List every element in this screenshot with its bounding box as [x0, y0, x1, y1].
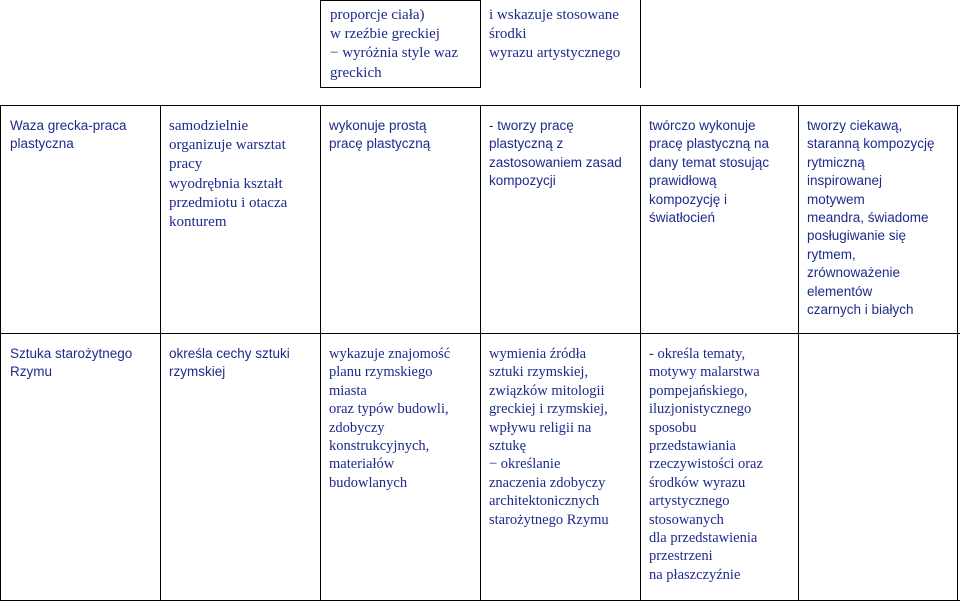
table-top-border-upper — [320, 0, 481, 1]
cell-line: sztukę — [489, 438, 527, 455]
upper-col-border-left — [320, 0, 321, 88]
cell-line: pompejańskiego, — [649, 382, 748, 399]
cell-line: pracy — [169, 156, 203, 173]
cell-line: wymienia źródła — [489, 346, 587, 362]
cell-line: planu rzymskiego — [329, 364, 433, 381]
cell-line: kompozycję i — [649, 191, 728, 207]
cell-line: iluzjonistycznego — [649, 401, 752, 418]
cell-line: pracę plastyczną — [329, 136, 431, 152]
cell-line: artystycznego — [649, 493, 730, 510]
cell-line: przedstawiania — [649, 438, 736, 455]
cell-line: przestrzeni — [649, 548, 713, 565]
upper-col-border-mid — [480, 0, 481, 88]
cell-line: konturem — [169, 214, 227, 231]
cell-line: i wskazuje stosowane — [489, 7, 619, 23]
row1-topic — [10, 117, 155, 154]
cell-line: wykonuje prostą — [329, 118, 427, 133]
upper-cell-col3 — [330, 6, 475, 83]
cell-line: - tworzy pracę — [489, 118, 574, 133]
cell-line: dla przedstawienia — [649, 530, 758, 547]
cell-line: sposobu — [649, 419, 697, 436]
col-border-4 — [640, 105, 641, 601]
cell-line: tworzy ciekawą, — [807, 118, 903, 133]
row2-grade-4 — [489, 345, 639, 529]
cell-line: samodzielnie — [169, 118, 249, 134]
cell-line: środków wyrazu — [649, 474, 746, 491]
cell-line: określa cechy sztuki — [169, 346, 290, 361]
cell-line: przedmiotu i otacza — [169, 194, 288, 211]
cell-line: Waza grecka-praca — [10, 118, 127, 133]
table-bottom-border-upper — [320, 87, 481, 88]
col-border-6 — [957, 105, 958, 601]
col-border-5 — [798, 105, 799, 601]
cell-line: prawidłową — [649, 173, 717, 189]
cell-line: architektonicznych — [489, 493, 600, 510]
cell-line: twórczo wykonuje — [649, 118, 756, 133]
cell-line: stosowanych — [649, 511, 724, 528]
cell-line: rzymskiej — [169, 364, 226, 380]
cell-line: proporcje ciała) — [330, 7, 425, 23]
cell-line: - określa tematy, — [649, 346, 746, 362]
cell-line: − określanie — [489, 456, 561, 473]
cell-line: rytmiczną — [807, 154, 865, 170]
cell-line: dany temat stosując — [649, 154, 770, 170]
cell-line: wyodrębnia kształt — [169, 175, 283, 192]
row1-grade-5 — [649, 117, 794, 227]
cell-line: miasta — [329, 382, 367, 399]
cell-line: zrównoważenie — [807, 265, 901, 281]
cell-line: greckich — [330, 64, 382, 81]
cell-line: pracę plastyczną na — [649, 136, 770, 152]
cell-line: czarnych i białych — [807, 302, 914, 318]
row2-grade-3 — [329, 345, 474, 492]
cell-line: staranną kompozycję — [807, 136, 935, 152]
cell-line: konstrukcyjnych, — [329, 438, 430, 455]
cell-line: starożytnego Rzymu — [489, 511, 609, 528]
cell-line: Rzymu — [10, 364, 53, 380]
cell-line: znaczenia zdobyczy — [489, 474, 606, 491]
cell-line: greckiej i rzymskiej, — [489, 401, 608, 418]
row1-grade-4 — [489, 117, 634, 191]
cell-line: światłocień — [649, 210, 716, 226]
col-border-0 — [0, 105, 1, 601]
cell-line: posługiwanie się — [807, 228, 907, 244]
row1-grade-6 — [807, 117, 957, 319]
col-border-2 — [320, 105, 321, 601]
cell-line: na płaszczyźnie — [649, 566, 741, 583]
cell-line: elementów — [807, 283, 873, 299]
cell-line: zdobyczy — [329, 419, 385, 436]
upper-col-border-right — [640, 0, 641, 88]
cell-line: rytmem, — [807, 246, 856, 262]
cell-line: inspirowanej — [807, 173, 883, 189]
row2-grade-2 — [169, 345, 319, 382]
cell-line: organizuje warsztat — [169, 137, 286, 154]
cell-line: kompozycji — [489, 173, 556, 189]
cell-line: plastyczną z — [489, 136, 564, 152]
cell-line: oraz typów budowli, — [329, 401, 449, 418]
cell-line: materiałów — [329, 456, 395, 473]
row1-grade-2 — [169, 117, 314, 232]
col-border-1 — [160, 105, 161, 601]
row2-grade-5 — [649, 345, 794, 584]
row1-grade-3 — [329, 117, 474, 154]
cell-line: środki — [489, 26, 527, 43]
cell-line: Sztuka starożytnego — [10, 346, 133, 361]
cell-line: rzeczywistości oraz — [649, 456, 763, 473]
cell-line: sztuki rzymskiej, — [489, 364, 589, 381]
cell-line: budowlanych — [329, 474, 408, 491]
cell-line: wpływu religii na — [489, 419, 592, 436]
row2-topic — [10, 345, 160, 382]
cell-line: związków mitologii — [489, 382, 605, 399]
cell-line: zastosowaniem zasad — [489, 154, 622, 170]
upper-cell-col4 — [489, 6, 639, 64]
cell-line: w rzeźbie greckiej — [330, 26, 440, 43]
cell-line: wyrazu artystycznego — [489, 45, 621, 62]
cell-line: motywem — [807, 191, 865, 207]
cell-line: motywy malarstwa — [649, 364, 760, 381]
col-border-3 — [480, 105, 481, 601]
cell-line: − wyróżnia style waz — [330, 45, 458, 62]
cell-line: wykazuje znajomość — [329, 346, 451, 362]
cell-line: meandra, świadome — [807, 210, 929, 226]
cell-line: plastyczna — [10, 136, 74, 152]
